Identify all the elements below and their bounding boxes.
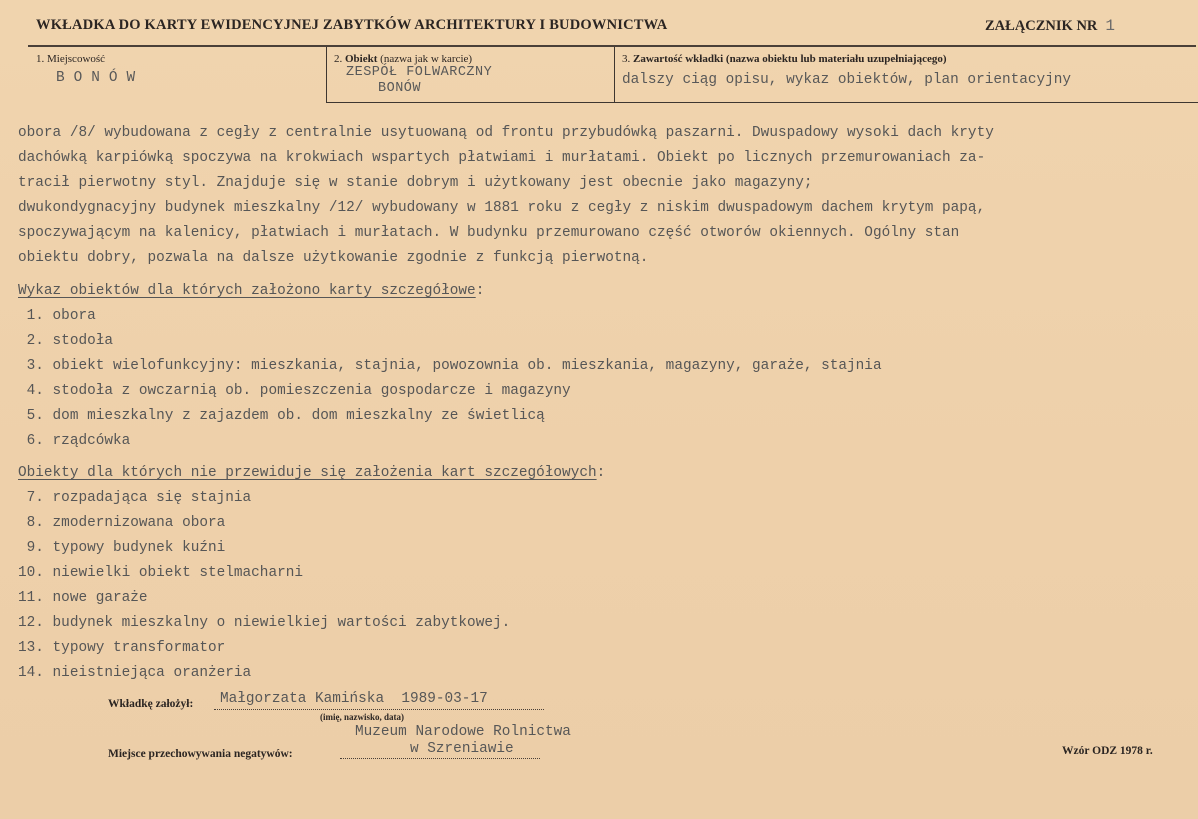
description-line: dachówką karpiówką spoczywa na krokwiach wspartych płatwiami i murłatami. Obiekt po licznych przemurowaniach za- xyxy=(18,150,986,166)
description-line: obiektu dobry, pozwala na dalsze użytkowanie zgodnie z funkcją pierwotną. xyxy=(18,250,649,266)
list-item: 14. nieistniejąca oranżeria xyxy=(18,665,252,681)
contents-field xyxy=(622,48,1192,104)
object-label-num: 2. xyxy=(334,53,343,65)
fields-bottom-rule xyxy=(326,102,1198,103)
list-item: 1. obora xyxy=(18,308,96,324)
list-item: 11. nowe garaże xyxy=(18,590,148,606)
list-item: 12. budynek mieszkalny o niewielkiej wartości zabytkowej. xyxy=(18,615,511,631)
founder-sub-label: (imię, nazwisko, data) xyxy=(320,712,404,722)
list-item: 4. stodoła z owczarnią ob. pomieszczenia gospodarcze i magazyny xyxy=(18,383,571,399)
object-label-rest: (nazwa jak w karcie) xyxy=(380,53,473,65)
header-rule xyxy=(28,45,1196,47)
contents-label-rest: (nazwa obiektu lub materiału uzupełniającego) xyxy=(725,53,947,65)
negatives-value-line1: Muzeum Narodowe Rolnictwa xyxy=(355,724,571,740)
annex-label xyxy=(985,17,1115,35)
detailed-list-heading-colon: : xyxy=(475,283,485,299)
list-item: 8. zmodernizowana obora xyxy=(18,515,226,531)
locality-label xyxy=(36,53,105,65)
negatives-value-line2: w Szreniawie xyxy=(410,741,514,757)
list-item: 5. dom mieszkalny z zajazdem ob. dom mieszkalny ze świetlicą xyxy=(18,408,545,424)
description-line: spoczywającym na kalenicy, płatwiach i murłatach. W budynku przemurowano część otworów okiennych. Ogólny stan xyxy=(18,225,960,241)
object-value-line1: ZESPÓŁ FOLWARCZNY xyxy=(346,65,493,80)
list-item: 2. stodoła xyxy=(18,333,113,349)
detailed-list-heading xyxy=(18,280,484,302)
list-item: 13. typowy transformator xyxy=(18,640,226,656)
not-detailed-list-heading-colon: : xyxy=(596,465,606,481)
list-item: 10. niewielki obiekt stelmacharni xyxy=(18,565,303,581)
not-detailed-list-heading-text: Obiekty dla których nie przewiduje się założenia kart szczegółowych xyxy=(18,465,597,481)
description-line: obora /8/ wybudowana z cegły z centralnie usytuowaną od frontu przybudówką paszarni. Dwuspadowy wysoki dach kryty xyxy=(18,125,994,141)
locality-label-num: 1. xyxy=(36,53,45,65)
negatives-label: Miejsce przechowywania negatywów: xyxy=(108,748,293,760)
not-detailed-list-heading xyxy=(18,462,605,484)
annex-label-text: ZAŁĄCZNIK NR xyxy=(985,18,1098,34)
object-label-bold: Obiekt xyxy=(345,53,378,65)
field-divider-2 xyxy=(614,47,615,103)
object-label xyxy=(334,53,472,65)
description-line: tracił pierwotny styl. Znajduje się w stanie dobrym i użytkowany jest obecnie jako magazyny; xyxy=(18,175,813,191)
locality-value: BONÓW xyxy=(56,70,145,86)
form-code: Wzór ODZ 1978 r. xyxy=(1062,745,1153,757)
locality-label-text: Miejscowość xyxy=(47,53,106,65)
list-item: 6. rządcówka xyxy=(18,433,131,449)
field-divider-1 xyxy=(326,47,327,103)
list-item: 3. obiekt wielofunkcyjny: mieszkania, stajnia, powozownia ob. mieszkania, magazyny, garaże, stajnia xyxy=(18,358,882,374)
negatives-dotted-line xyxy=(340,758,540,759)
contents-value: dalszy ciąg opisu, wykaz obiektów, plan orientacyjny xyxy=(622,72,1072,88)
founder-value: Małgorzata Kamińska 1989-03-17 xyxy=(220,691,488,707)
locality-field xyxy=(36,48,326,104)
object-value-line2: BONÓW xyxy=(378,81,422,96)
founder-label: Wkładkę założył: xyxy=(108,698,194,710)
contents-label-bold: Zawartość wkładki xyxy=(633,53,724,65)
founder-dotted-line xyxy=(214,709,544,710)
object-field xyxy=(334,48,614,104)
list-item: 9. typowy budynek kuźni xyxy=(18,540,226,556)
annex-number: 1 xyxy=(1105,17,1115,35)
list-item: 7. rozpadająca się stajnia xyxy=(18,490,252,506)
contents-label-num: 3. xyxy=(622,53,631,65)
contents-label xyxy=(622,53,947,65)
card-title: WKŁADKA DO KARTY EWIDENCYJNEJ ZABYTKÓW ARCHITEKTURY I BUDOWNICTWA xyxy=(36,17,668,33)
detailed-list-heading-text: Wykaz obiektów dla których założono karty szczegółowe xyxy=(18,283,476,299)
description-line: dwukondygnacyjny budynek mieszkalny /12/ wybudowany w 1881 roku z cegły z niskim dwuspadowym dachem krytym papą, xyxy=(18,200,986,216)
